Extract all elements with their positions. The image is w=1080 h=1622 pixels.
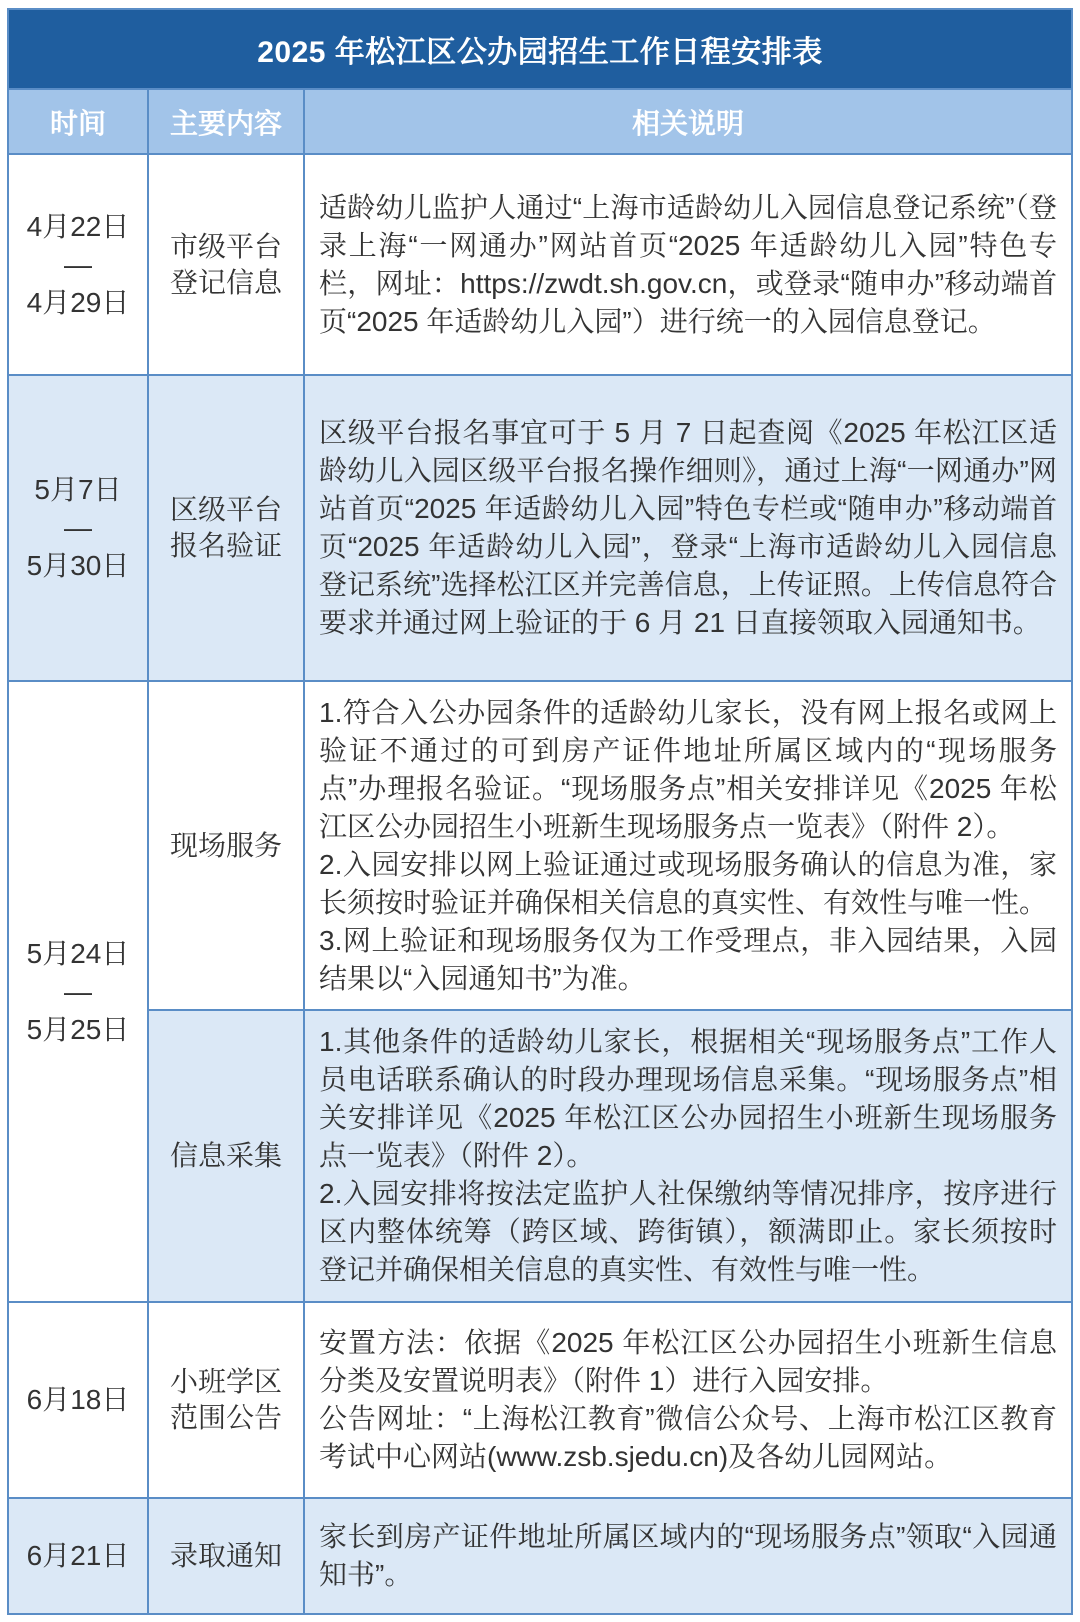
row-4-content [149, 1303, 303, 1497]
header-description: 相关说明 [305, 90, 1071, 153]
description-paragraph: 家长到房产证件地址所属区域内的“现场服务点”领取“入园通知书”。 [319, 1521, 1057, 1590]
row-5-time [9, 1499, 147, 1613]
description-paragraph: 2.入园安排将按法定监护人社保缴纳等情况排序，按序进行区内整体统筹（跨区域、跨街镇），额满即止。家长须按时登记并确保相关信息的真实性、有效性与唯一性。 [319, 1178, 1057, 1285]
description-paragraph: 公告网址：“上海松江教育”微信公众号、上海市松江区教育考试中心网站(www.zsb.sjedu.cn)及各幼儿园网站。 [319, 1403, 1057, 1472]
row-3a-description [305, 682, 1071, 1009]
row-1-time [9, 155, 147, 374]
row-2-description [305, 376, 1071, 680]
content-line: 范围公告 [169, 1402, 282, 1433]
row-3a-content [149, 682, 303, 1009]
description-paragraph: 3.网上验证和现场服务仅为工作受理点，非入园结果，入园结果以“入园通知书”为准。 [319, 924, 1057, 994]
time-end: 5月30日 [26, 550, 130, 581]
description-paragraph: 安置方法：依据《2025 年松江区公办园招生小班新生信息分类及安置说明表》（附件 1）进行入园安排。 [319, 1327, 1057, 1396]
content-line: 录取通知 [169, 1540, 282, 1571]
row-5-content [149, 1499, 303, 1613]
description-paragraph: 1.符合入公办园条件的适龄幼儿家长，没有网上报名或网上验证不通过的可到房产证件地址所属区域内的“现场服务点”办理报名验证。“现场服务点”相关安排详见《2025 年松江区公办园招生小班新生现场服务点一览表》（附件 2）。 [319, 696, 1057, 842]
time-dash: — [64, 975, 92, 1007]
time-end: 5月25日 [26, 1013, 130, 1045]
row-2-time [9, 376, 147, 680]
header-content: 主要内容 [149, 90, 303, 153]
time-date: 6月18日 [26, 1384, 130, 1415]
row-3-time [9, 682, 147, 1301]
content-line: 小班学区 [169, 1366, 282, 1397]
description-paragraph: 2.入园安排以网上验证通过或现场服务确认的信息为准，家长须按时验证并确保相关信息的真实性、有效性与唯一性。 [319, 848, 1057, 918]
schedule-table [7, 8, 1073, 1615]
header-time: 时间 [9, 90, 147, 153]
content-line: 报名验证 [169, 530, 282, 561]
row-2-content [149, 376, 303, 680]
content-line: 现场服务 [169, 829, 282, 861]
row-3b-content [149, 1011, 303, 1301]
row-1-content [149, 155, 303, 374]
row-5-description [305, 1499, 1071, 1613]
time-start: 5月24日 [26, 937, 130, 969]
row-4-description [305, 1303, 1071, 1497]
content-line: 登记信息 [169, 266, 282, 298]
time-start: 4月22日 [26, 210, 130, 242]
row-1-description [305, 155, 1071, 374]
content-line: 信息采集 [169, 1140, 282, 1171]
description-paragraph: 区级平台报名事宜可于 5 月 7 日起查阅《2025 年松江区适龄幼儿入园区级平台报名操作细则》，通过上海“一网通办”网站首页“2025 年适龄幼儿入园”特色专栏或“随申办”移动端首页“2025 年适龄幼儿入园”，登录“上海市适龄幼儿入园信息登记系统”选择松江区并完善信息，上传证照。上传信息符合要求并通过网上验证的于 6 月 21 日直接领取入园通知书。 [319, 417, 1057, 638]
table-title: 2025 年松江区公办园招生工作日程安排表 [9, 10, 1071, 88]
row-4-time [9, 1303, 147, 1497]
time-start: 5月7日 [34, 474, 122, 505]
time-end: 4月29日 [26, 286, 130, 318]
time-dash: — [64, 248, 92, 280]
time-date: 6月21日 [26, 1540, 130, 1571]
description-paragraph: 适龄幼儿监护人通过“上海市适龄幼儿入园信息登记系统”（登录上海“一网通办”网站首页“2025 年适龄幼儿入园”特色专栏，网址：https://zwdt.sh.gov.cn，或登录“随申办”移动端首页“2025 年适龄幼儿入园”）进行统一的入园信息登记。 [319, 191, 1057, 337]
description-paragraph: 1.其他条件的适龄幼儿家长，根据相关“现场服务点”工作人员电话联系确认的时段办理现场信息采集。“现场服务点”相关安排详见《2025 年松江区公办园招生小班新生现场服务点一览表》（附件 2）。 [319, 1026, 1057, 1171]
content-line: 市级平台 [169, 230, 282, 262]
time-dash: — [64, 512, 92, 543]
row-3b-description [305, 1011, 1071, 1301]
content-line: 区级平台 [169, 494, 282, 525]
